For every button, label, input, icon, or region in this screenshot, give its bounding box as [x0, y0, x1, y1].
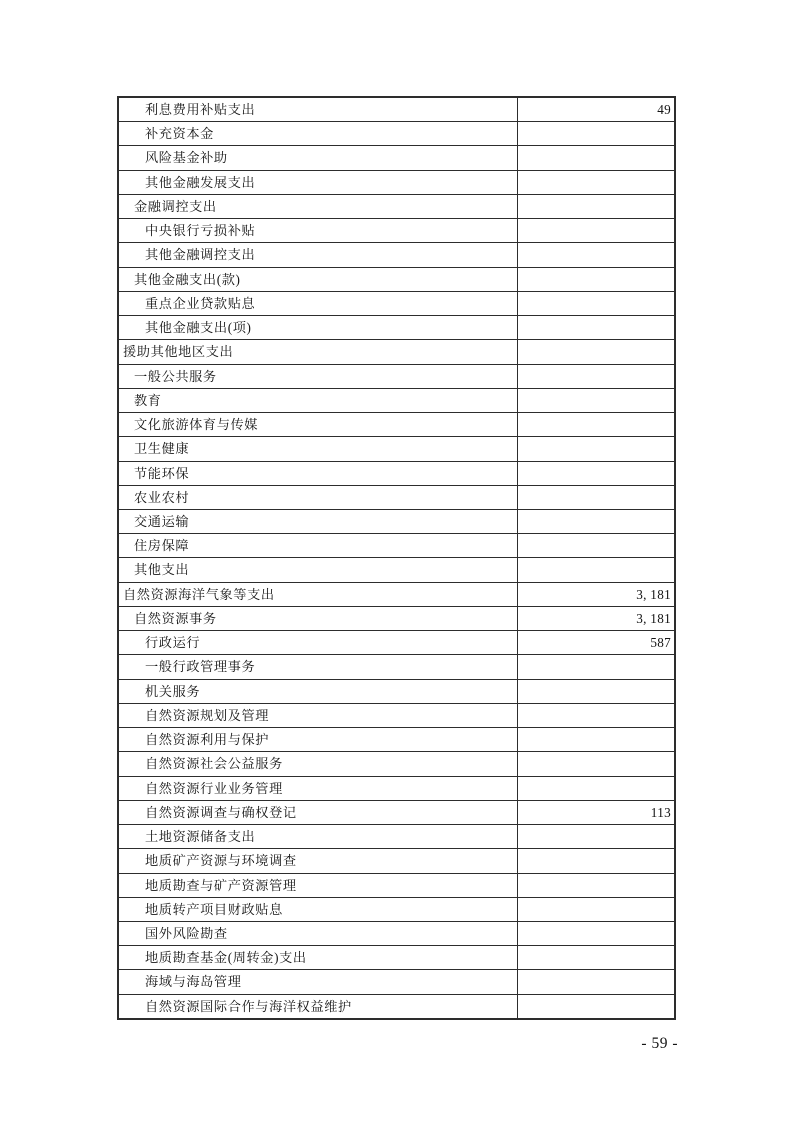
- amount-value: 3, 181: [636, 586, 671, 602]
- table-row: [119, 970, 674, 994]
- item-label: 其他金融支出(项): [145, 320, 252, 336]
- amount-cell: [518, 171, 674, 194]
- item-cell: [119, 243, 518, 266]
- amount-cell: [518, 292, 674, 315]
- item-cell: [119, 365, 518, 388]
- item-cell: [119, 389, 518, 412]
- item-cell: [119, 995, 518, 1018]
- page-number: - 59 -: [641, 1035, 678, 1052]
- item-cell: [119, 874, 518, 897]
- amount-cell: [518, 583, 674, 606]
- item-cell: [119, 219, 518, 242]
- table-row: [119, 268, 674, 292]
- amount-cell: [518, 777, 674, 800]
- amount-cell: [518, 825, 674, 848]
- table-row: [119, 631, 674, 655]
- item-cell: [119, 171, 518, 194]
- table-row: [119, 243, 674, 267]
- item-cell: [119, 898, 518, 921]
- table-row: [119, 995, 674, 1018]
- amount-value: 3, 181: [636, 610, 671, 626]
- item-label: 地质勘查基金(周转金)支出: [145, 950, 307, 966]
- table-row: [119, 558, 674, 582]
- item-label: 金融调控支出: [134, 198, 217, 214]
- item-cell: [119, 631, 518, 654]
- table-row: [119, 704, 674, 728]
- item-cell: [119, 292, 518, 315]
- amount-cell: [518, 995, 674, 1018]
- table-row: [119, 752, 674, 776]
- table-row: [119, 413, 674, 437]
- amount-cell: [518, 946, 674, 969]
- amount-cell: [518, 922, 674, 945]
- table-row: [119, 365, 674, 389]
- table-row: [119, 922, 674, 946]
- item-label: 其他支出: [134, 562, 190, 578]
- table-row: [119, 728, 674, 752]
- table-row: [119, 946, 674, 970]
- item-cell: [119, 825, 518, 848]
- item-cell: [119, 777, 518, 800]
- item-label: 其他金融支出(款): [134, 271, 241, 287]
- amount-cell: [518, 874, 674, 897]
- item-label: 援助其他地区支出: [123, 344, 234, 360]
- item-cell: [119, 728, 518, 751]
- item-cell: [119, 922, 518, 945]
- item-cell: [119, 970, 518, 993]
- table-row: [119, 777, 674, 801]
- table-row: [119, 389, 674, 413]
- table-row: [119, 146, 674, 170]
- amount-cell: [518, 752, 674, 775]
- item-cell: [119, 607, 518, 630]
- item-label: 一般行政管理事务: [145, 659, 256, 675]
- item-cell: [119, 704, 518, 727]
- item-cell: [119, 946, 518, 969]
- amount-value: 49: [657, 102, 671, 118]
- amount-cell: [518, 849, 674, 872]
- amount-cell: [518, 219, 674, 242]
- amount-cell: [518, 728, 674, 751]
- table-row: [119, 486, 674, 510]
- amount-cell: [518, 704, 674, 727]
- amount-cell: [518, 534, 674, 557]
- item-cell: [119, 146, 518, 169]
- amount-cell: [518, 462, 674, 485]
- item-label: 地质矿产资源与环境调查: [145, 853, 297, 869]
- item-label: 自然资源调查与确权登记: [145, 804, 297, 820]
- table-row: [119, 801, 674, 825]
- amount-cell: [518, 510, 674, 533]
- item-label: 其他金融调控支出: [145, 247, 256, 263]
- item-label: 地质勘查与矿产资源管理: [145, 877, 297, 893]
- item-label: 行政运行: [145, 635, 201, 651]
- table-row: [119, 437, 674, 461]
- table-row: [119, 825, 674, 849]
- amount-cell: [518, 316, 674, 339]
- item-label: 土地资源储备支出: [145, 829, 256, 845]
- amount-cell: [518, 558, 674, 581]
- item-label: 中央银行亏损补贴: [145, 223, 256, 239]
- item-cell: [119, 558, 518, 581]
- amount-cell: [518, 970, 674, 993]
- table-row: [119, 655, 674, 679]
- table-row: [119, 510, 674, 534]
- item-label: 教育: [134, 392, 162, 408]
- item-cell: [119, 195, 518, 218]
- amount-cell: [518, 413, 674, 436]
- budget-expenditure-table: [117, 96, 676, 1020]
- table-row: [119, 171, 674, 195]
- table-row: [119, 462, 674, 486]
- table-row: [119, 98, 674, 122]
- item-label: 海域与海岛管理: [145, 974, 242, 990]
- item-cell: [119, 437, 518, 460]
- item-label: 节能环保: [134, 465, 190, 481]
- table-row: [119, 534, 674, 558]
- table-row: [119, 874, 674, 898]
- item-label: 卫生健康: [134, 441, 190, 457]
- item-label: 住房保障: [134, 538, 190, 554]
- item-cell: [119, 122, 518, 145]
- item-label: 机关服务: [145, 683, 201, 699]
- table-row: [119, 316, 674, 340]
- item-cell: [119, 486, 518, 509]
- item-cell: [119, 268, 518, 291]
- item-cell: [119, 462, 518, 485]
- item-cell: [119, 801, 518, 824]
- amount-value: 587: [650, 635, 671, 651]
- table-row: [119, 680, 674, 704]
- item-cell: [119, 752, 518, 775]
- item-label: 农业农村: [134, 489, 190, 505]
- item-label: 补充资本金: [145, 126, 214, 142]
- amount-cell: [518, 195, 674, 218]
- item-cell: [119, 340, 518, 363]
- table-row: [119, 898, 674, 922]
- item-cell: [119, 655, 518, 678]
- item-label: 自然资源利用与保护: [145, 732, 270, 748]
- item-label: 自然资源规划及管理: [145, 707, 270, 723]
- item-cell: [119, 98, 518, 121]
- item-cell: [119, 316, 518, 339]
- item-label: 自然资源社会公益服务: [145, 756, 283, 772]
- item-label: 交通运输: [134, 514, 190, 529]
- item-cell: [119, 849, 518, 872]
- item-label: 风险基金补助: [145, 150, 228, 166]
- amount-cell: [518, 340, 674, 363]
- amount-cell: [518, 631, 674, 654]
- item-label: 文化旅游体育与传媒: [134, 417, 259, 433]
- item-label: 自然资源海洋气象等支出: [123, 586, 275, 602]
- amount-cell: [518, 801, 674, 824]
- amount-cell: [518, 243, 674, 266]
- table-row: [119, 292, 674, 316]
- item-label: 重点企业贷款贴息: [145, 295, 256, 311]
- item-cell: [119, 534, 518, 557]
- item-label: 自然资源事务: [134, 610, 217, 626]
- amount-cell: [518, 365, 674, 388]
- amount-cell: [518, 122, 674, 145]
- item-label: 地质转产项目财政贴息: [145, 901, 283, 917]
- table-row: [119, 849, 674, 873]
- item-label: 国外风险勘查: [145, 925, 228, 941]
- item-label: 自然资源行业业务管理: [145, 780, 283, 796]
- amount-value: 113: [650, 804, 671, 820]
- item-label: 自然资源国际合作与海洋权益维护: [145, 998, 352, 1014]
- table-row: [119, 195, 674, 219]
- amount-cell: [518, 146, 674, 169]
- table-row: [119, 219, 674, 243]
- amount-cell: [518, 655, 674, 678]
- amount-cell: [518, 268, 674, 291]
- amount-cell: [518, 607, 674, 630]
- item-label: 利息费用补贴支出: [145, 102, 256, 118]
- table-row: [119, 607, 674, 631]
- amount-cell: [518, 898, 674, 921]
- amount-cell: [518, 486, 674, 509]
- item-cell: [119, 413, 518, 436]
- amount-cell: [518, 680, 674, 703]
- table-row: [119, 122, 674, 146]
- amount-cell: [518, 437, 674, 460]
- item-cell: [119, 680, 518, 703]
- amount-cell: [518, 389, 674, 412]
- table-row: [119, 583, 674, 607]
- item-label: 一般公共服务: [134, 368, 217, 384]
- amount-cell: [518, 98, 674, 121]
- item-label: 其他金融发展支出: [145, 174, 256, 190]
- item-cell: [119, 583, 518, 606]
- item-cell: [119, 510, 518, 533]
- table-row: [119, 340, 674, 364]
